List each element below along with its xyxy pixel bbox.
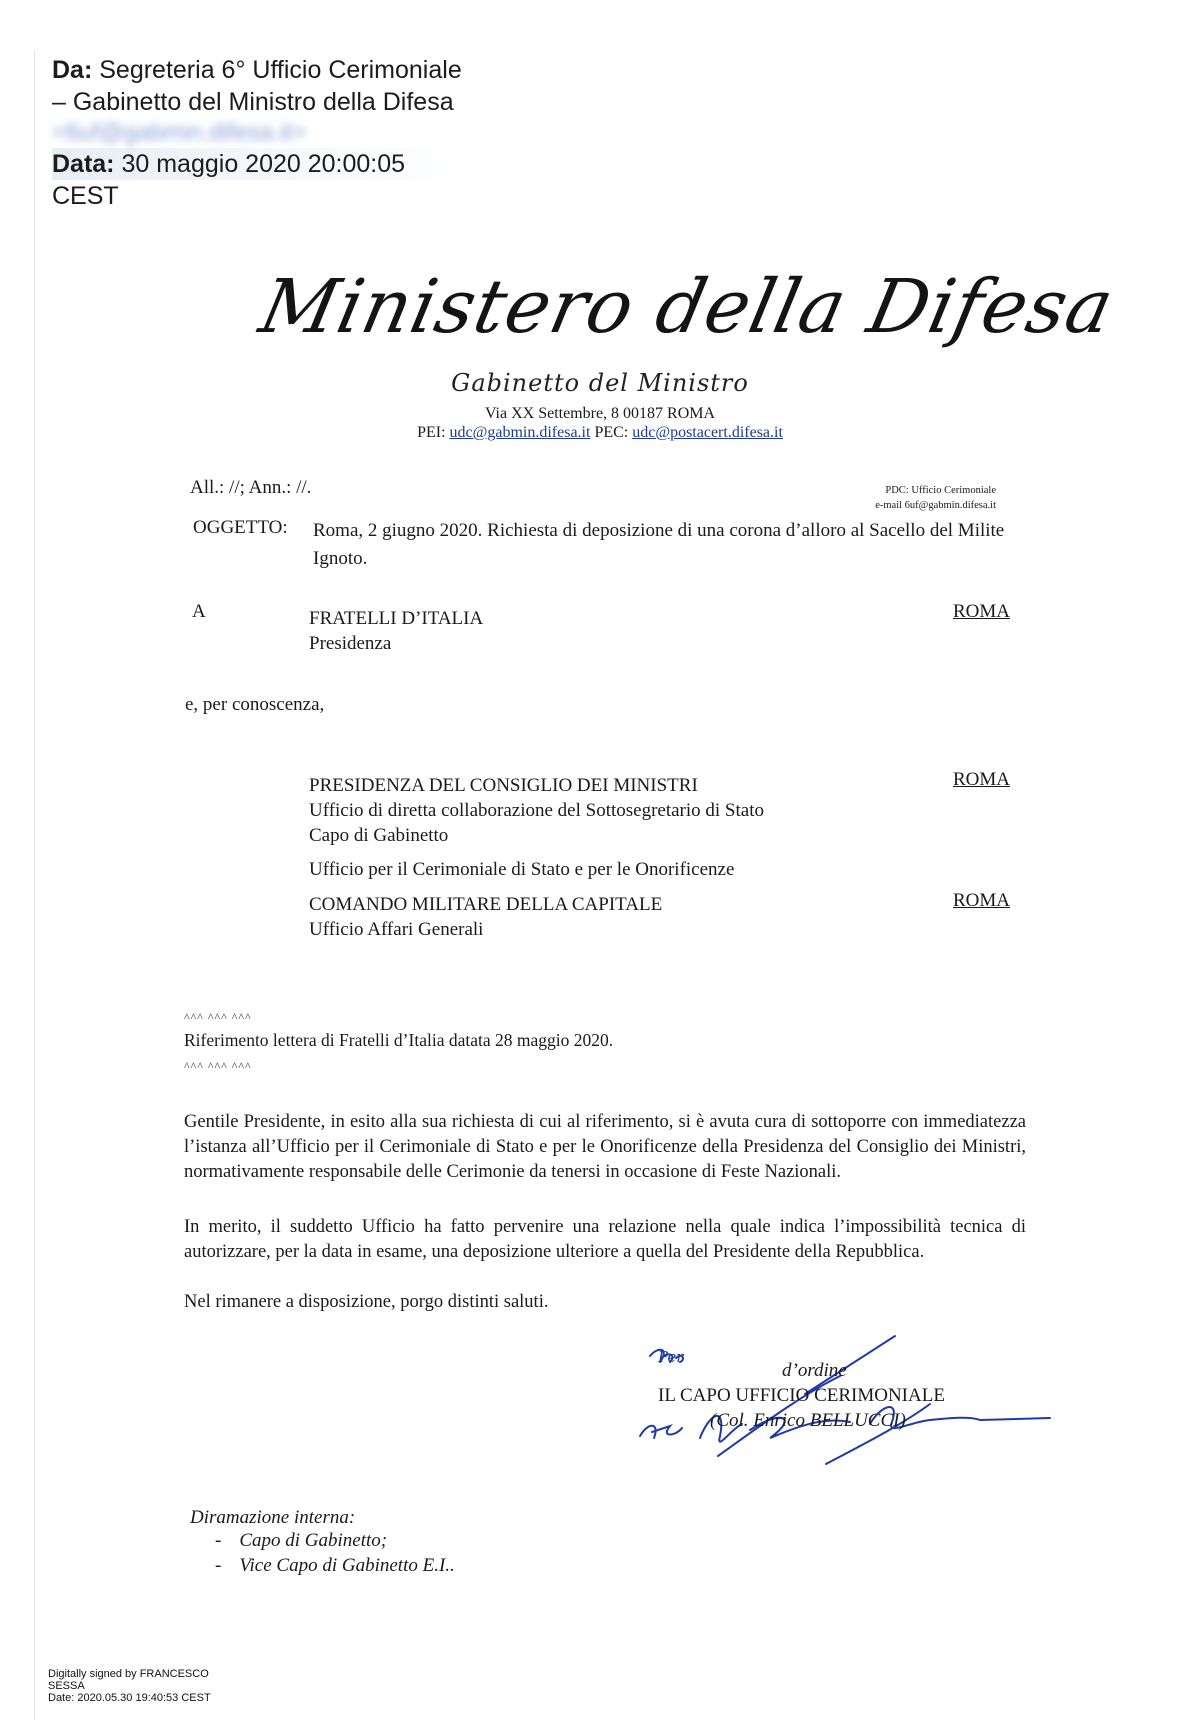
recipient-office: Presidenza (309, 633, 392, 654)
cabinet-title: Gabinetto del Ministro (451, 369, 749, 397)
pdc-email: e-mail 6uf@gabmin.difesa.it (875, 500, 996, 511)
digital-signature-date: Date: 2020.05.30 19:40:53 CEST (48, 1692, 211, 1704)
allegati: All.: //; Ann.: //. (190, 477, 312, 498)
email-date (52, 148, 472, 180)
from-label: Da: (52, 56, 93, 84)
cc-pcm-name: PRESIDENZA DEL CONSIGLIO DEI MINISTRI (309, 775, 698, 796)
cc-pcm-office: Ufficio di diretta collaborazione del Sottosegretario di Stato (309, 800, 764, 821)
pec-link[interactable]: udc@postacert.difesa.it (632, 424, 783, 441)
cc-pcm-office: Ufficio per il Cerimoniale di Stato e per le Onorificenze (309, 859, 735, 880)
body-paragraph: Gentile Presidente, in esito alla sua richiesta di cui al riferimento, si è avuta cura di sottoporre con immediatezza l’istanza all’Ufficio per il Cerimoniale di Stato e per le Onorificenze della Presidenza del Consiglio dei Ministri, normativamente responsabile delle Cerimonie da tenersi in occasione di Feste Nazionali. (184, 1112, 1026, 1182)
digital-signature-line: Digitally signed by FRANCESCO (48, 1668, 209, 1680)
digital-signature-stamp (48, 1668, 278, 1704)
diramazione-item-text: Capo di Gabinetto; (239, 1530, 388, 1551)
oggetto-text: Roma, 2 giugno 2020. Richiesta di deposizione di una corona d’alloro al Sacello del Milite Ignoto. (313, 520, 1005, 569)
body-paragraph: In merito, il suddetto Ufficio ha fatto pervenire una relazione nella quale indica l’impossibilità tecnica di autorizzare, per la data in esame, una deposizione ulteriore a quella del Presidente della Repubblica. (184, 1217, 1026, 1262)
email-header (52, 54, 472, 212)
from-address-blurred: <6uf@gabmin.difesa.it> (52, 119, 306, 146)
cc-cmc-city: ROMA (953, 890, 1011, 911)
from-value: Segreteria 6° Ufficio Cerimoniale – Gabinetto del Ministro della Difesa (52, 56, 462, 116)
reference-separator: ^^^ ^^^ ^^^ (184, 1010, 252, 1024)
handwritten-per: Per (658, 1348, 684, 1366)
diramazione-item: - Capo di Gabinetto; (215, 1530, 388, 1551)
page-edge-line (34, 50, 35, 1720)
cc-cmc-office: Ufficio Affari Generali (309, 919, 484, 940)
pei-label: PEI: (417, 424, 446, 441)
cc-label: e, per conoscenza, (185, 694, 325, 715)
pdc-line: PDC: Ufficio Cerimoniale (885, 485, 996, 496)
diramazione-item-text: Vice Capo di Gabinetto E.I.. (239, 1555, 455, 1576)
date-timezone: CEST (52, 182, 119, 210)
pdc-block (860, 483, 996, 513)
cc-cmc-name: COMANDO MILITARE DELLA CAPITALE (309, 894, 663, 915)
letterhead-contacts (0, 424, 1200, 442)
body-closing: Nel rimanere a disposizione, porgo distinti saluti. (184, 1292, 549, 1312)
ministry-title: Ministero della Difesa (252, 264, 1122, 350)
signature-name: (Col. Enrico BELLUCCI) (710, 1410, 906, 1431)
cc-pcm-office: Capo di Gabinetto (309, 825, 449, 846)
date-label: Data: (52, 150, 115, 178)
diramazione-item: - Vice Capo di Gabinetto E.I.. (215, 1555, 455, 1576)
digital-signature-line: SESSA (48, 1680, 85, 1692)
recipient-label: A (192, 601, 206, 622)
signature-title: IL CAPO UFFICIO CERIMONIALE (658, 1385, 945, 1406)
letterhead-address: Via XX Settembre, 8 00187 ROMA (484, 405, 716, 422)
signature-order: d’ordine (782, 1360, 847, 1381)
recipient-name: FRATELLI D’ITALIA (309, 608, 484, 629)
pec-label: PEC: (594, 424, 629, 441)
recipient-city: ROMA (953, 601, 1011, 622)
email-from (52, 54, 472, 118)
reference-text: Riferimento lettera di Fratelli d’Italia datata 28 maggio 2020. (184, 1030, 614, 1050)
date-value: 30 maggio 2020 20:00:05 (121, 150, 406, 178)
cc-pcm-city: ROMA (953, 769, 1011, 790)
reference-separator: ^^^ ^^^ ^^^ (184, 1059, 252, 1073)
diramazione-label: Diramazione interna: (190, 1507, 356, 1528)
oggetto-label: OGGETTO: (193, 517, 288, 538)
pei-link[interactable]: udc@gabmin.difesa.it (449, 424, 591, 441)
